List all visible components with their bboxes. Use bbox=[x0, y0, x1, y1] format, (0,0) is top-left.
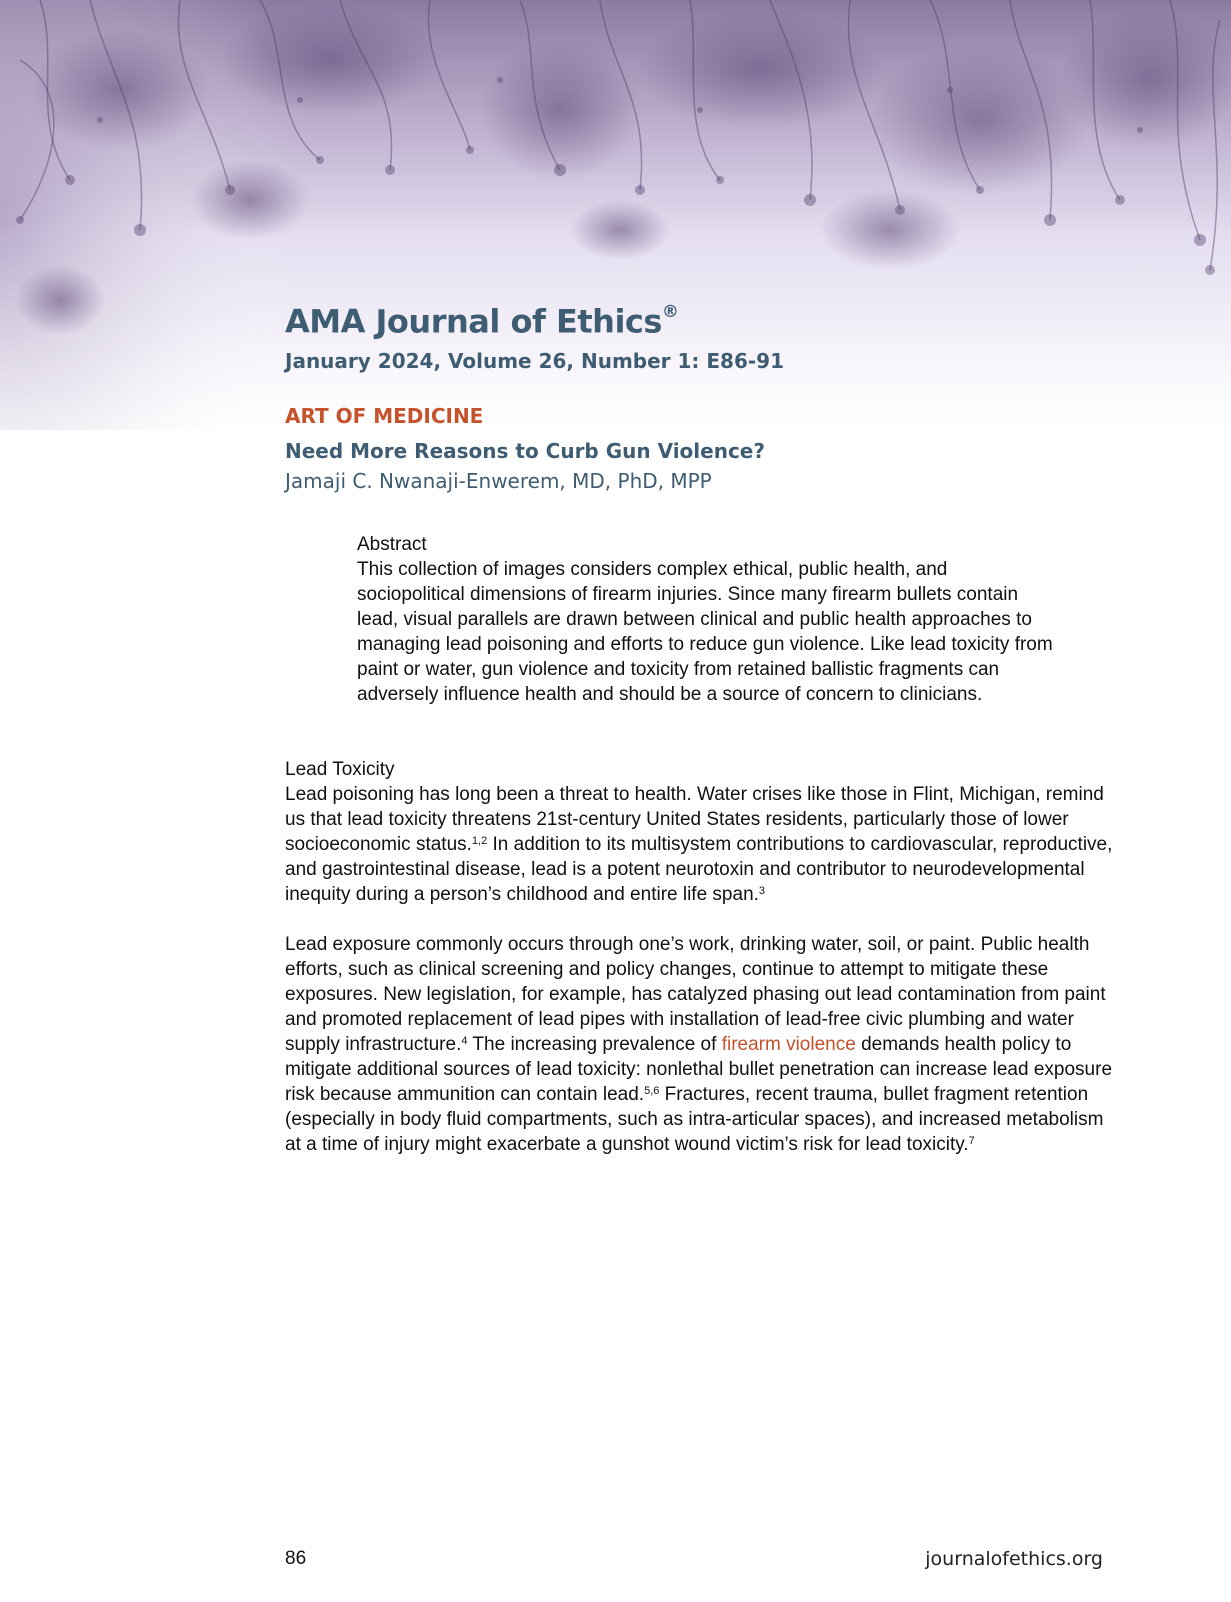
citation-ref[interactable]: 7 bbox=[968, 1135, 975, 1147]
issue-line: January 2024, Volume 26, Number 1: E86-91 bbox=[285, 348, 785, 373]
author-byline: Jamaji C. Nwanaji-Enwerem, MD, PhD, MPP bbox=[285, 468, 712, 493]
page-number: 86 bbox=[285, 1548, 307, 1569]
section-heading-lead-toxicity: Lead Toxicity bbox=[285, 759, 395, 780]
section-label: ART OF MEDICINE bbox=[285, 403, 484, 428]
abstract-text: This collection of images considers complex ethical, public health, and sociopolitical dimensions of firearm injuries. Since many firearm bullets contain lead, visual parallels are drawn between clinical and public health approaches to managing lead poisoning and efforts to reduce gun violence. Like lead toxicity from paint or water, gun violence and toxicity from retained ballistic fragments can adversely influence health and should be a source of concern to clinicians. bbox=[357, 559, 1053, 705]
registered-mark: ® bbox=[661, 302, 679, 322]
paragraph-2: Lead exposure commonly occurs through one’s work, drinking water, soil, or paint. Public health efforts, such as clinical screening and policy changes, continue to attempt to mitigate these exposures. New legislation, for example, has catalyzed phasing out lead contamination from paint and promoted replacement of lead pipes with installation of lead-free civic plumbing and water supply infrastructure.$^4$ The increasing prevalence of firearm violence demands health policy to mitigate additional sources of lead toxicity: nonlethal bullet penetration can increase lead exposure risk because ammunition can contain lead.$^{5,6}$ Fractures, recent trauma, bullet fragment retention (especially in body fluid compartments, such as intra-articular spaces), and increased metabolism at a time of injury might exacerbate a gunshot wound victim’s risk for lead toxicity.$^7$ bbox=[285, 934, 1113, 1155]
footer-site-link[interactable]: journalofethics.org bbox=[925, 1548, 1103, 1570]
journal-title: AMA Journal of Ethics® bbox=[285, 302, 679, 341]
article-header bbox=[285, 296, 1105, 495]
article-body bbox=[285, 757, 1115, 1157]
abstract-block bbox=[357, 532, 1057, 707]
citation-ref[interactable]: 5,6 bbox=[644, 1085, 660, 1097]
paragraph-1: Lead poisoning has long been a threat to health. Water crises like those in Flint, Michigan, remind us that lead toxicity threatens 21st-century United States residents, particularly those of lower socioeconomic status.$^{1,2}$ In addition to its multisystem contributions to cardiovascular, reproductive, and gastrointestinal disease, lead is a potent neurotoxin and contributor to neurodevelopmental inequity during a person’s childhood and entire life span.$^3$ bbox=[285, 784, 1113, 905]
abstract-heading: Abstract bbox=[357, 534, 427, 555]
article-title: Need More Reasons to Curb Gun Violence? bbox=[285, 438, 765, 463]
citation-ref[interactable]: 3 bbox=[758, 885, 766, 897]
firearm-violence-link[interactable]: firearm violence bbox=[721, 1034, 856, 1055]
citation-ref[interactable]: 4 bbox=[461, 1035, 468, 1047]
citation-ref[interactable]: 1,2 bbox=[471, 835, 488, 847]
